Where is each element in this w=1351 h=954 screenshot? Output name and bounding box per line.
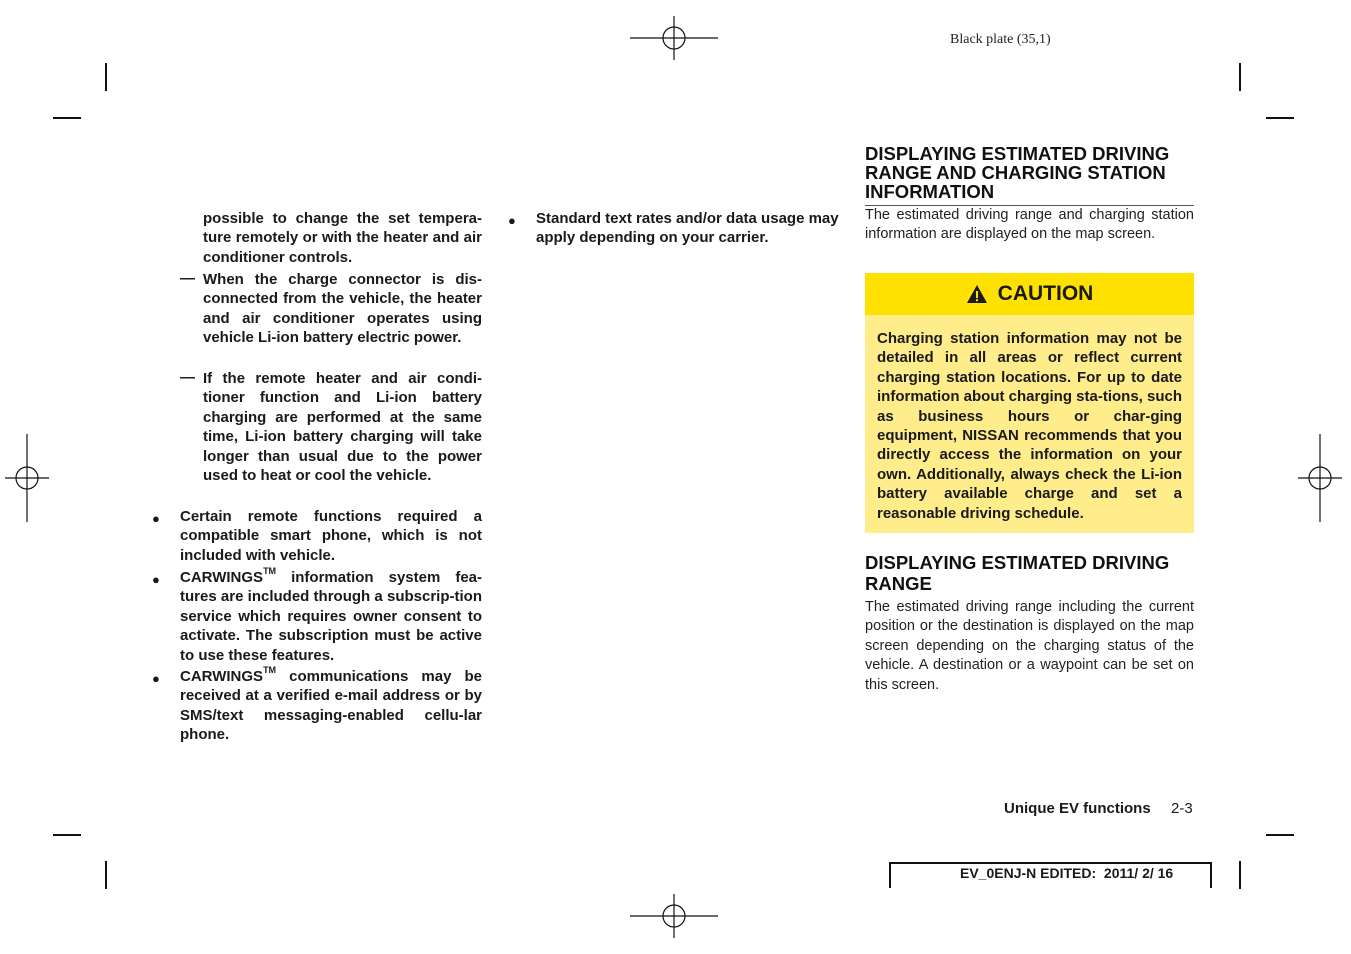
registration-crosshair-icon [5, 434, 49, 522]
registration-crosshair-icon [630, 16, 718, 60]
crop-mark [53, 834, 81, 836]
bullet-marker: ● [508, 213, 516, 228]
plate-label: Black plate (35,1) [950, 32, 1051, 47]
crop-mark [1266, 117, 1294, 119]
section-heading: DISPLAYING ESTIMATED DRIVING RANGE AND CHARGING STATION INFORMATION [865, 143, 1170, 202]
subsection-heading: DISPLAYING ESTIMATED DRIVING RANGE [865, 552, 1170, 594]
subsection-body: The estimated driving range including the current position or the destination is displayed on the map screen depending on the charging status of the vehicle. A destination or a waypoint can be set on this screen. [865, 599, 1194, 693]
bullet-marker: ● [152, 671, 160, 686]
section-body: The estimated driving range and charging station information are displayed on the map screen. [865, 207, 1194, 243]
page-footer [1004, 800, 1193, 817]
brand-name: CARWINGS [180, 569, 264, 586]
dash-marker: — [180, 369, 195, 386]
bullet-text: communications may be received at a verified e-mail address or by SMS/text messaging-enabled cellu-lar phone. [180, 668, 482, 744]
caution-header [865, 273, 1194, 315]
crop-mark [1266, 834, 1294, 836]
dash-item: When the charge connector is dis-connected from the vehicle, the heater and air conditioner operates using vehicle Li-ion battery electric power. [203, 271, 482, 347]
bullet-marker: ● [152, 511, 160, 526]
brand-name: CARWINGS [180, 668, 264, 685]
bullet-item-carwings-info [180, 568, 482, 665]
bullet-item: Certain remote functions required a compatible smart phone, which is not included with vehicle. [180, 508, 482, 564]
crop-mark [1239, 63, 1241, 91]
dash-marker: — [180, 270, 195, 287]
edit-stamp: EV_0ENJ-N EDITED: 2011/ 2/ 16 [960, 865, 1174, 881]
bullet-item-carwings-comms [180, 667, 482, 745]
crop-mark [105, 63, 107, 91]
caution-label: CAUTION [997, 282, 1094, 305]
dash-item: If the remote heater and air condi-tioner function and Li-ion battery charging are performed at the same time, Li-ion battery charging will take longer than usual due to the power used to heat or cool the vehicle. [203, 370, 482, 485]
bullet-marker: ● [152, 572, 160, 587]
crop-mark [1239, 861, 1241, 889]
bullet-text: information system fea-tures are included through a subscrip-tion service which requires owner consent to activate. The subscription must be active to use these features. [180, 569, 482, 664]
registration-crosshair-icon [630, 894, 718, 938]
footer-section-title: Unique EV functions [1004, 800, 1151, 817]
warning-triangle-icon [966, 284, 988, 304]
trademark-mark: TM [263, 566, 277, 576]
page-number: 2-3 [1171, 800, 1193, 817]
crop-mark [105, 861, 107, 889]
trademark-mark: TM [263, 665, 277, 675]
registration-crosshair-icon [1298, 434, 1342, 522]
intro-paragraph: possible to change the set tempera-ture remotely or with the heater and air conditioner controls. [203, 210, 482, 266]
bullet-item-data-rates: Standard text rates and/or data usage may apply depending on your carrier. [536, 210, 839, 247]
crop-mark [53, 117, 81, 119]
caution-text: Charging station information may not be detailed in all areas or reflect current charging station locations. For up to date information about charging sta-tions, such as business hours or char-ging equipment, NISSAN recommends that you directly access the information on your own. Additionally, always check the Li-ion battery available charge and set a reasonable driving schedule. [877, 330, 1183, 522]
